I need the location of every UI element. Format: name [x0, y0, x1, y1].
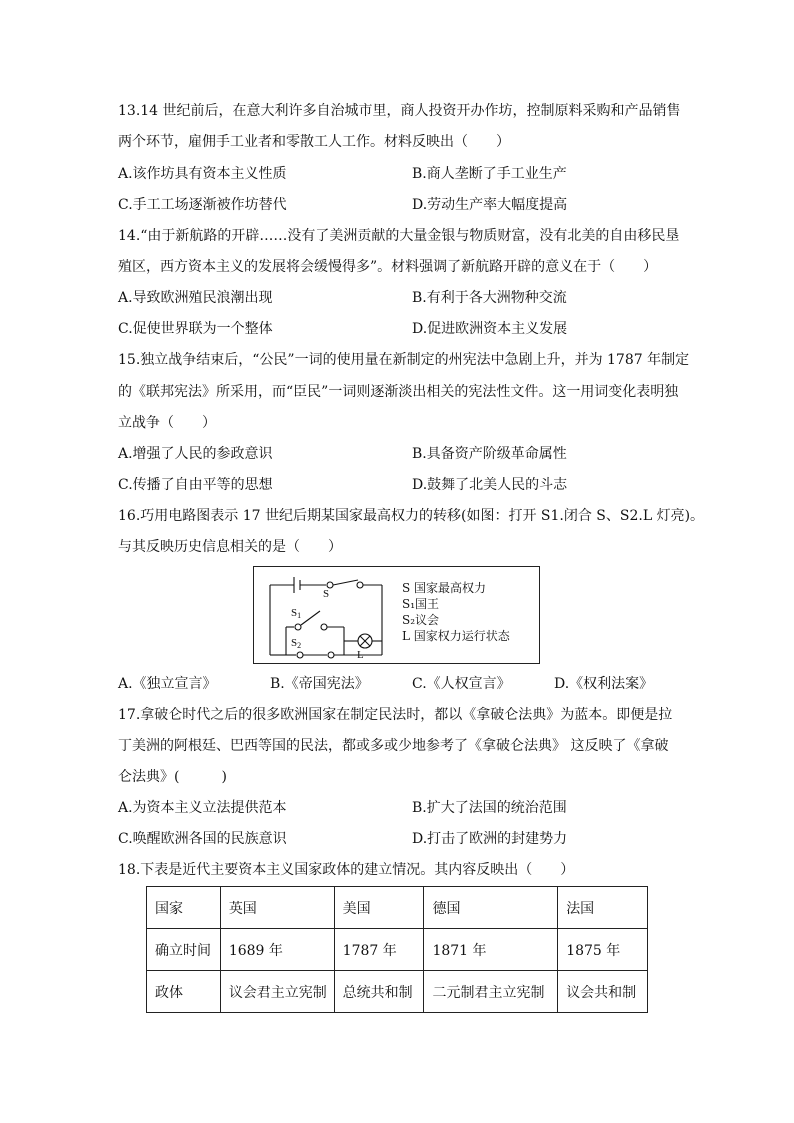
- q16-stem-line1: 16.巧用电路图表示 17 世纪后期某国家最高权力的转移(如图：打开 S1.闭合 S、S2.L 灯亮)。: [118, 508, 705, 524]
- table-cell: 议会君主立宪制: [220, 971, 334, 1013]
- legend-s2: S₂议会: [402, 613, 440, 627]
- q15-stem-line1: 15.独立战争结束后，“公民”一词的使用量在新制定的州宪法中急剧上升，并为 1787 年制定: [118, 352, 690, 368]
- table-cell: 1875 年: [558, 929, 648, 971]
- table-row: [147, 929, 648, 971]
- table-cell: 德国: [424, 887, 558, 929]
- switch-s-label: S: [323, 588, 330, 600]
- q16-option-d[interactable]: D.《权利法案》: [554, 676, 654, 692]
- table-cell: 1689 年: [220, 929, 334, 971]
- q14-option-d[interactable]: D.促进欧洲资本主义发展: [412, 321, 568, 337]
- switch-s1-label: $S_1$: [291, 607, 302, 620]
- lamp-l-label: L: [357, 649, 364, 661]
- legend-l: L 国家权力运行状态: [402, 629, 510, 643]
- q13-stem-line1: 13.14 世纪前后，在意大利许多自治城市里，商人投资开办作坊，控制原料采购和产品销售: [118, 103, 681, 119]
- table-cell: 国家: [147, 887, 221, 929]
- q17-stem-line1: 17.拿破仑时代之后的很多欧洲国家在制定民法时，都以《拿破仑法典》为蓝本。即便是拉: [118, 707, 673, 723]
- q18-stem: 18.下表是近代主要资本主义国家政体的建立情况。其内容反映出（ ）: [118, 862, 575, 878]
- q14-stem-line1: 14.“由于新航路的开辟……没有了美洲贡献的大量金银与物质财富，没有北美的自由移民垦: [118, 228, 680, 244]
- q15-stem-line3: 立战争（ ）: [118, 415, 216, 431]
- q16-stem-line2: 与其反映历史信息相关的是（ ）: [118, 539, 342, 555]
- table-cell: 1871 年: [424, 929, 558, 971]
- q15-stem-line2: 的《联邦宪法》所采用，而“臣民”一词则逐渐淡出相关的宪法性文件。这一用词变化表明独: [118, 384, 679, 400]
- q17-stem-line3: 仑法典》( ): [118, 769, 227, 785]
- legend-s1: S₁国王: [402, 597, 440, 611]
- q13-option-c[interactable]: C.手工工场逐渐被作坊替代: [118, 197, 287, 213]
- q14-option-c[interactable]: C.促使世界联为一个整体: [118, 321, 273, 337]
- table-row: [147, 887, 648, 929]
- q16-option-b[interactable]: B.《帝国宪法》: [270, 676, 369, 692]
- table-cell: 总统共和制: [334, 971, 424, 1013]
- table-cell: 议会共和制: [558, 971, 648, 1013]
- q14-stem-line2: 殖区，西方资本主义的发展将会缓慢得多”。材料强调了新航路开辟的意义在于（ ）: [118, 259, 658, 275]
- q16-option-c[interactable]: C.《人权宣言》: [412, 676, 511, 692]
- q15-option-d[interactable]: D.鼓舞了北美人民的斗志: [412, 477, 568, 493]
- q14-option-a[interactable]: A.导致欧洲殖民浪潮出现: [118, 290, 273, 306]
- q13-stem-line2: 两个环节，雇佣手工业者和零散工人工作。材料反映出（ ）: [118, 134, 510, 150]
- q17-option-c[interactable]: C.唤醒欧洲各国的民族意识: [118, 831, 287, 847]
- q17-option-d[interactable]: D.打击了欧洲的封建势力: [412, 831, 568, 847]
- q15-option-a[interactable]: A.增强了人民的参政意识: [118, 446, 273, 462]
- circuit-diagram: [253, 566, 540, 664]
- q13-option-b[interactable]: B.商人垄断了手工业生产: [412, 166, 567, 182]
- q17-stem-line2: 丁美洲的阿根廷、巴西等国的民法，都或多或少地参考了《拿破仑法典》 这反映了《拿破: [118, 738, 669, 754]
- table-cell: 1787 年: [334, 929, 424, 971]
- switch-s2-label: $S_2$: [291, 637, 302, 650]
- q13-option-a[interactable]: A.该作坊具有资本主义性质: [118, 166, 287, 182]
- polity-table: [146, 886, 648, 1013]
- q15-option-b[interactable]: B.具备资产阶级革命属性: [412, 446, 567, 462]
- table-cell: 法国: [558, 887, 648, 929]
- q17-option-a[interactable]: A.为资本主义立法提供范本: [118, 800, 287, 816]
- table-row: [147, 971, 648, 1013]
- table-cell: 政体: [147, 971, 221, 1013]
- table-cell: 美国: [334, 887, 424, 929]
- q14-option-b[interactable]: B.有利于各大洲物种交流: [412, 290, 567, 306]
- q13-option-d[interactable]: D.劳动生产率大幅度提高: [412, 197, 568, 213]
- legend-s: S 国家最高权力: [402, 581, 487, 595]
- table-cell: 确立时间: [147, 929, 221, 971]
- table-cell: 英国: [220, 887, 334, 929]
- table-cell: 二元制君主立宪制: [424, 971, 558, 1013]
- q17-option-b[interactable]: B.扩大了法国的统治范围: [412, 800, 567, 816]
- q16-option-a[interactable]: A.《独立宣言》: [118, 676, 217, 692]
- q15-option-c[interactable]: C.传播了自由平等的思想: [118, 477, 273, 493]
